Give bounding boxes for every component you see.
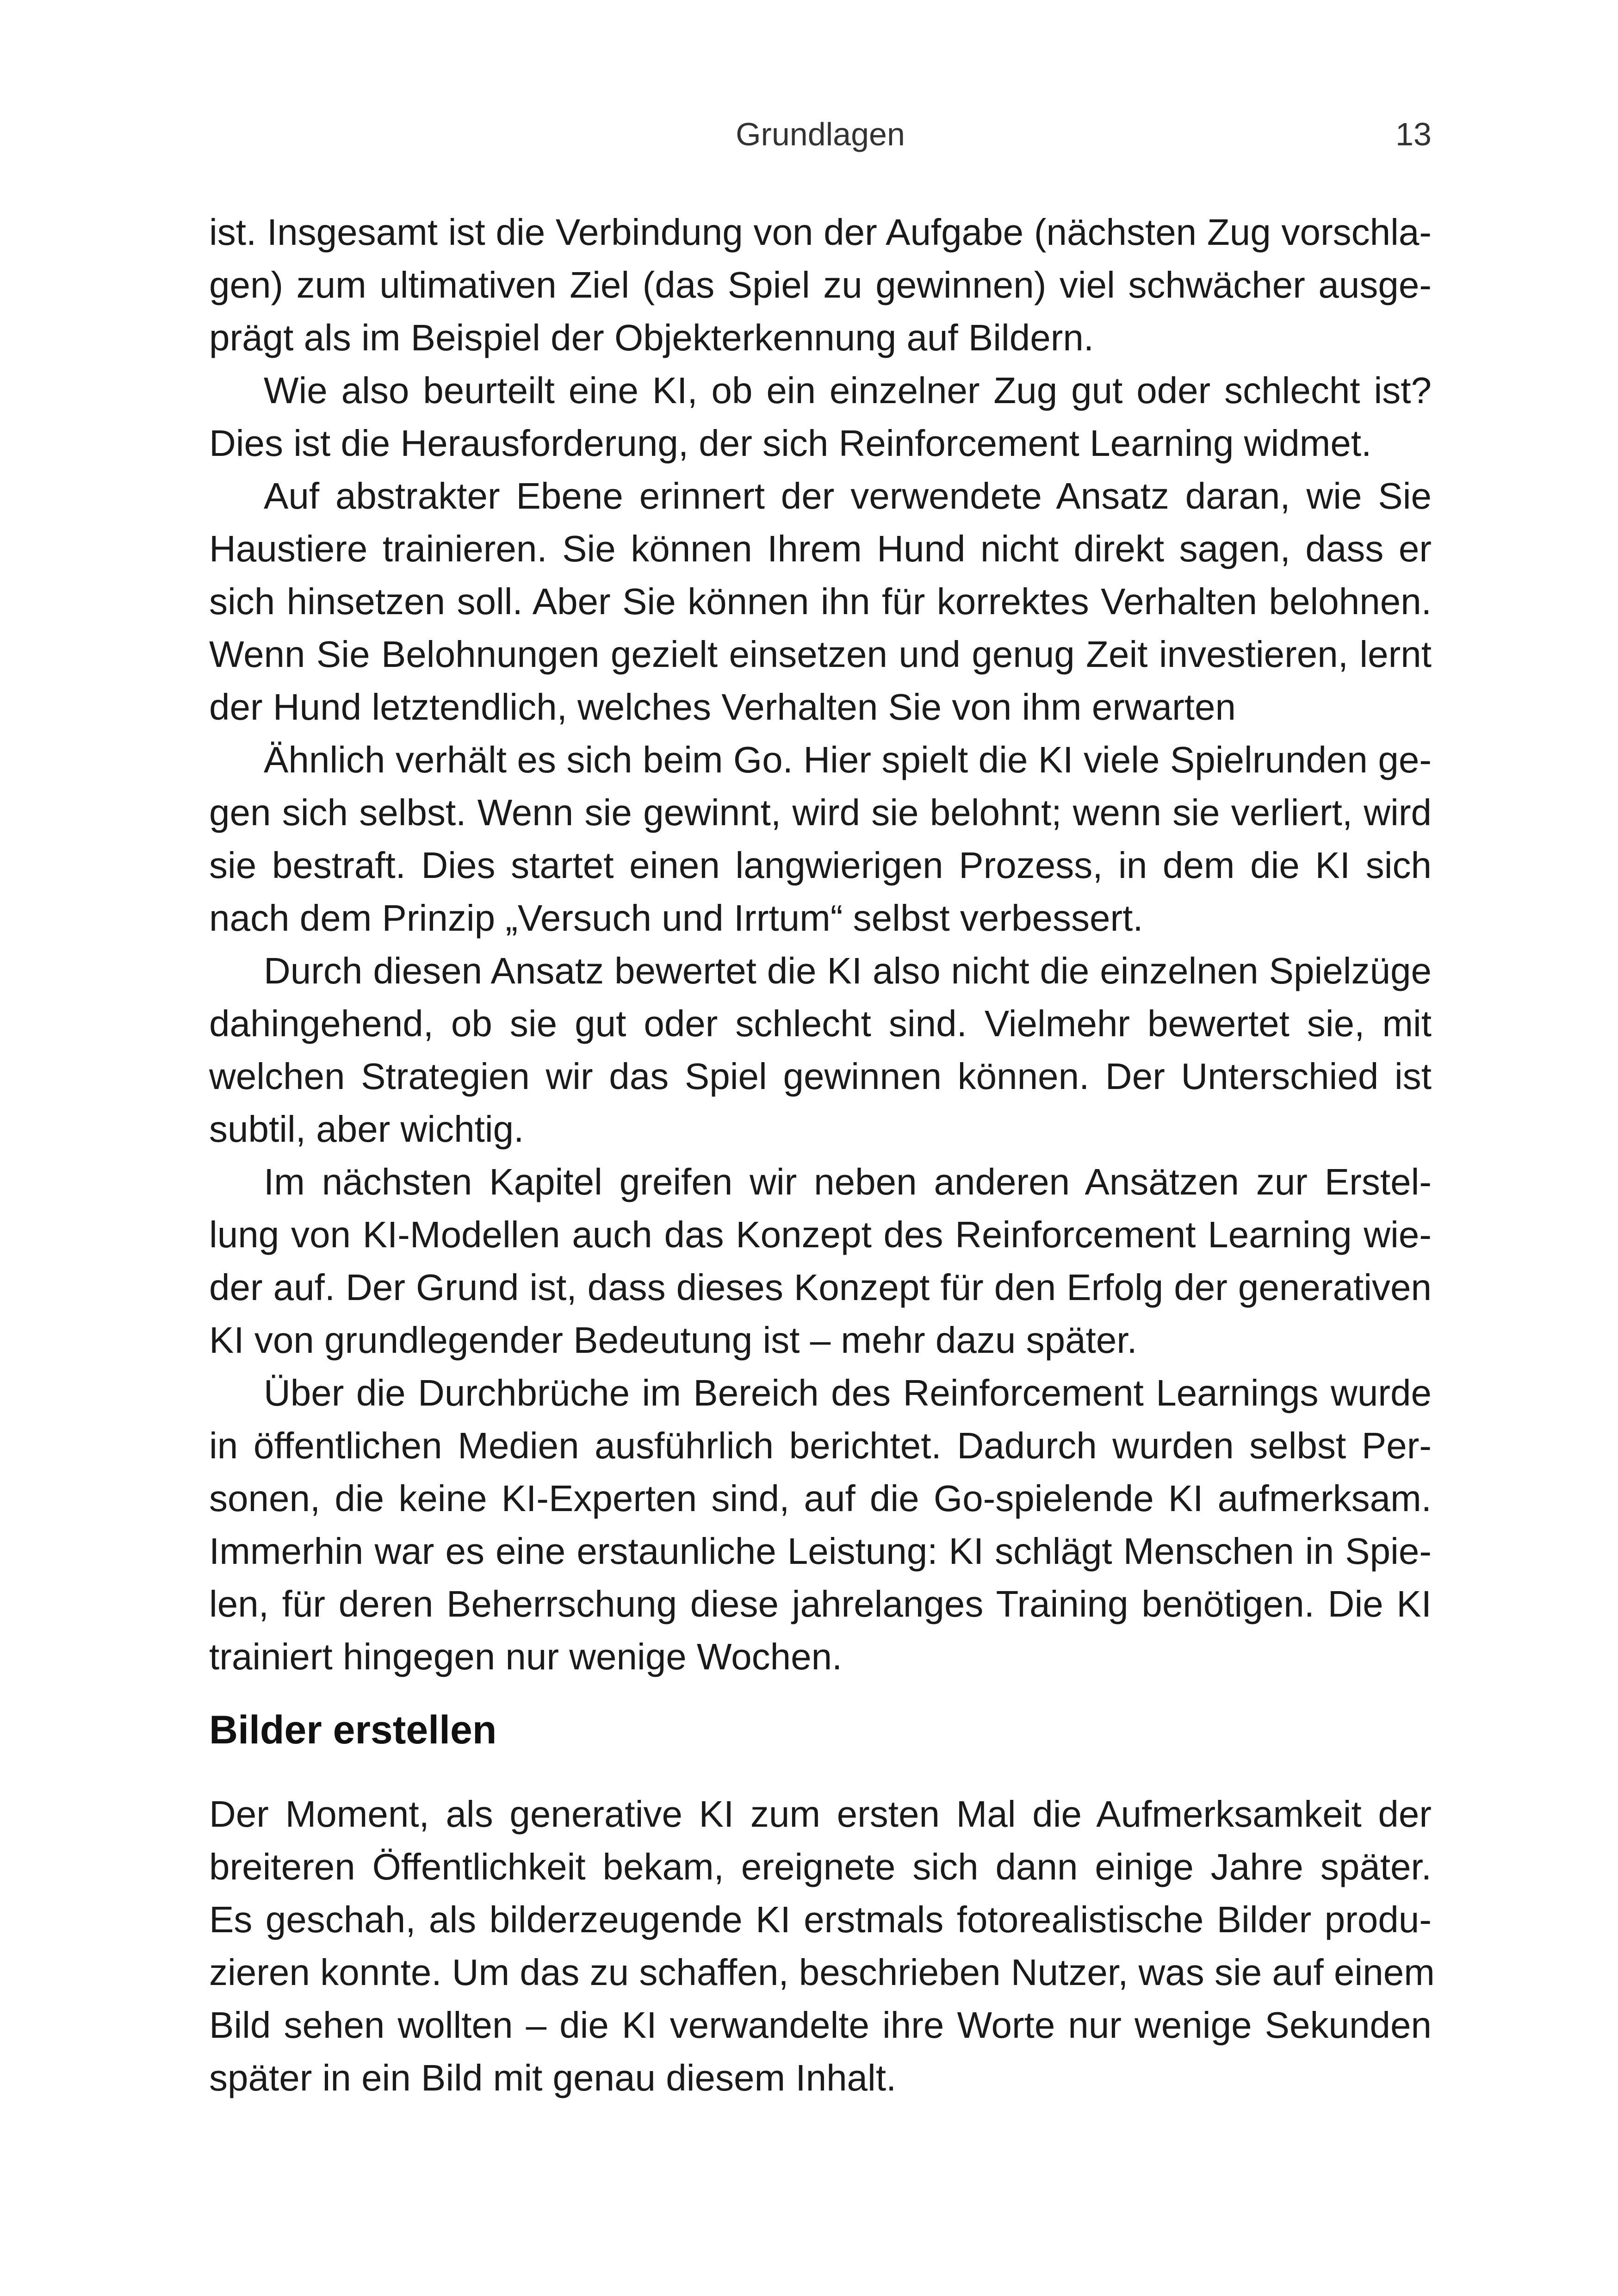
text-line: dahingehend, ob sie gut oder schlecht sind. Vielmehr bewertet sie, mit <box>209 1003 1432 1044</box>
text-line: ist. Insgesamt ist die Verbindung von der Aufgabe (nächsten Zug vorschla- <box>209 212 1432 253</box>
text-line: len, für deren Beherrschung diese jahrelanges Training benötigen. Die KI <box>209 1583 1432 1624</box>
text-line: Auf abstrakter Ebene erinnert der verwendete Ansatz daran, wie Sie <box>264 475 1432 516</box>
text-line: prägt als im Beispiel der Objekterkennung auf Bildern. <box>209 317 1094 358</box>
text-line: Über die Durchbrüche im Bereich des Reinforcement Learnings wurde <box>264 1372 1432 1413</box>
text-line: Wenn Sie Belohnungen gezielt einsetzen und genug Zeit investieren, lernt <box>209 634 1432 675</box>
text-line: Haustiere trainieren. Sie können Ihrem Hund nicht direkt sagen, dass er <box>209 528 1432 569</box>
text-line: Immerhin war es eine erstaunliche Leistung: KI schlägt Menschen in Spie- <box>209 1531 1432 1572</box>
text-line: der auf. Der Grund ist, dass dieses Konzept für den Erfolg der generativen <box>209 1267 1432 1308</box>
running-title: Grundlagen <box>736 116 905 152</box>
text-line: trainiert hingegen nur wenige Wochen. <box>209 1636 843 1677</box>
text-line: später in ein Bild mit genau diesem Inhalt. <box>209 2057 897 2098</box>
text-line: Durch diesen Ansatz bewertet die KI also nicht die einzelnen Spielzüge <box>264 950 1432 991</box>
text-line: welchen Strategien wir das Spiel gewinnen können. Der Unterschied ist <box>209 1056 1432 1097</box>
text-line: Der Moment, als generative KI zum ersten Mal die Aufmerksamkeit der <box>209 1793 1432 1835</box>
text-line: der Hund letztendlich, welches Verhalten Sie von ihm erwarten <box>209 686 1236 728</box>
text-line: sie bestraft. Dies startet einen langwierigen Prozess, in dem die KI sich <box>209 845 1432 886</box>
text-line: subtil, aber wichtig. <box>209 1108 524 1150</box>
text-line: zieren konnte. Um das zu schaffen, beschrieben Nutzer, was sie auf einem <box>209 1952 1435 1993</box>
text-line: KI von grundlegender Bedeutung ist – mehr dazu später. <box>209 1319 1137 1361</box>
section-heading: Bilder erstellen <box>209 1708 497 1752</box>
text-line: sonen, die keine KI-Experten sind, auf die Go-spielende KI aufmerksam. <box>209 1478 1432 1519</box>
text-line: Im nächsten Kapitel greifen wir neben anderen Ansätzen zur Erstel- <box>264 1161 1432 1202</box>
text-line: Bild sehen wollten – die KI verwandelte ihre Worte nur wenige Sekunden <box>209 2004 1432 2046</box>
spacer <box>209 1756 1432 1788</box>
text-line: nach dem Prinzip „Versuch und Irrtum“ selbst verbessert. <box>209 897 1143 939</box>
body-text <box>209 206 1435 2104</box>
text-line: gen sich selbst. Wenn sie gewinnt, wird sie belohnt; wenn sie verliert, wird <box>209 792 1432 833</box>
text-line: breiteren Öffentlichkeit bekam, ereignete sich dann einige Jahre später. <box>209 1846 1432 1887</box>
text-line: lung von KI-Modellen auch das Konzept des Reinforcement Learning wie- <box>209 1214 1432 1255</box>
text-line: Ähnlich verhält es sich beim Go. Hier spielt die KI viele Spielrunden ge- <box>264 739 1432 780</box>
text-line: Es geschah, als bilderzeugende KI erstmals fotorealistische Bilder produ- <box>209 1899 1432 1940</box>
text-line: sich hinsetzen soll. Aber Sie können ihn für korrektes Verhalten belohnen. <box>209 581 1432 622</box>
spacer <box>209 1683 1432 1704</box>
page-number: 13 <box>1395 116 1432 152</box>
text-line: in öffentlichen Medien ausführlich berichtet. Dadurch wurden selbst Per- <box>209 1425 1432 1466</box>
text-line: gen) zum ultimativen Ziel (das Spiel zu gewinnen) viel schwächer ausge- <box>209 264 1432 305</box>
running-header <box>209 111 1432 157</box>
text-line: Dies ist die Herausforderung, der sich Reinforcement Learning widmet. <box>209 423 1372 464</box>
text-line: Wie also beurteilt eine KI, ob ein einzelner Zug gut oder schlecht ist? <box>264 370 1432 411</box>
